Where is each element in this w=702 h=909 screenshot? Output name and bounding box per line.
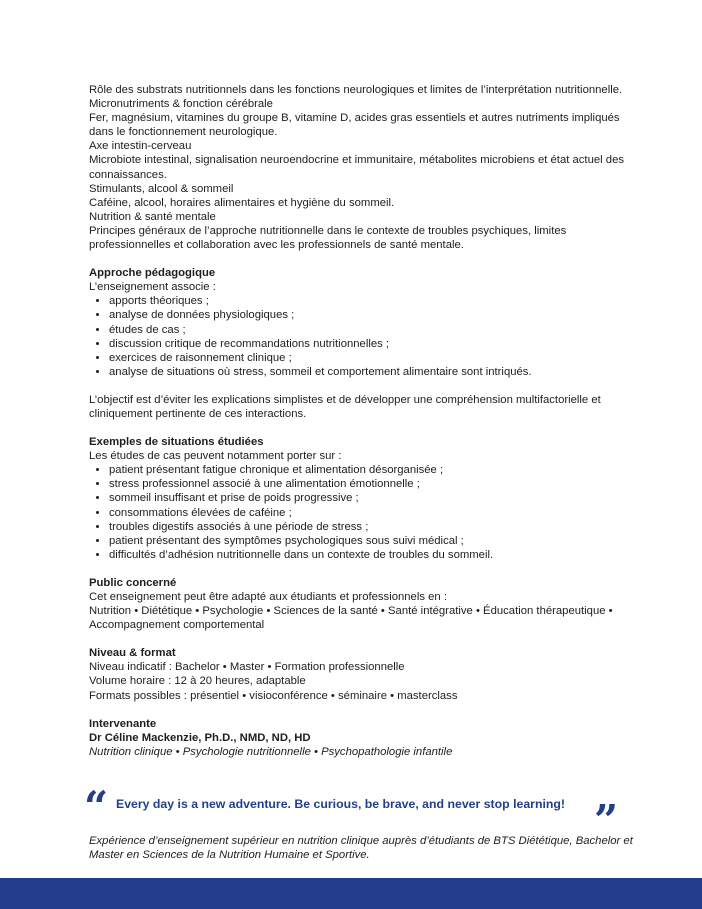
quote-text: Every day is a new adventure. Be curious, be brave, and never stop learning! — [116, 797, 565, 811]
list-item: • apports théoriques ; — [109, 294, 634, 308]
spacer — [89, 703, 634, 717]
section-heading: Approche pédagogique — [89, 267, 216, 280]
footer-bar — [0, 878, 702, 909]
spacer — [89, 632, 634, 646]
module-description: Fer, magnésium, vitamines du groupe B, vitamine D, acides gras essentiels et autres nutriments impliqués dans le fonctionnement neurologique. — [89, 112, 620, 139]
section-heading: Exemples de situations étudiées — [89, 436, 264, 449]
list-item: • analyse de données physiologiques ; — [109, 308, 634, 322]
objective-paragraph: L’objectif est d’éviter les explications simplistes et de développer une compréhension multifactorielle et cliniquement pertinente de ces interactions. — [89, 393, 601, 420]
module-title: Stimulants, alcool & sommeil — [89, 182, 234, 195]
spacer — [89, 252, 634, 266]
document-body — [89, 83, 634, 759]
list-item: • troubles digestifs associés à une période de stress ; — [109, 520, 634, 534]
intervenante-section — [89, 717, 634, 759]
list-item: • stress professionnel associé à une alimentation émotionnelle ; — [109, 477, 634, 491]
section-heading: Intervenante — [89, 717, 157, 730]
public-section — [89, 576, 634, 632]
module-title: Nutrition & santé mentale — [89, 210, 216, 223]
list-item: • patient présentant des symptômes psychologiques sous suivi médical ; — [109, 534, 634, 548]
volume-horaire: Volume horaire : 12 à 20 heures, adaptable — [89, 675, 306, 688]
approche-list — [89, 294, 634, 379]
quote-block — [84, 782, 624, 845]
section-intro: L’enseignement associe : — [89, 281, 216, 294]
exemples-list — [89, 463, 634, 562]
list-item: • discussion critique de recommandations nutritionnelles ; — [109, 337, 634, 351]
public-list: Nutrition • Diététique • Psychologie • Sciences de la santé • Santé intégrative • Éducation thérapeutique • Accompagnement comportemental — [89, 605, 613, 632]
list-item: • sommeil insuffisant et prise de poids progressive ; — [109, 491, 634, 505]
spacer — [89, 421, 634, 435]
niveau-section — [89, 646, 634, 702]
approche-section — [89, 266, 634, 421]
list-item: • études de cas ; — [109, 323, 634, 337]
module-description: Microbiote intestinal, signalisation neuroendocrine et immunitaire, métabolites microbiens et état actuel des connaissances. — [89, 154, 624, 181]
section-intro: Cet enseignement peut être adapté aux étudiants et professionnels en : — [89, 591, 447, 603]
niveau-indicatif: Niveau indicatif : Bachelor • Master • Formation professionnelle — [89, 661, 405, 674]
list-item: • consommations élevées de caféine ; — [109, 506, 634, 520]
open-quote-icon: “ — [84, 782, 109, 831]
exemples-section — [89, 435, 634, 562]
close-quote-icon: ” — [594, 796, 619, 845]
modules-section — [89, 83, 634, 252]
section-heading: Niveau & format — [89, 647, 176, 660]
module-description: Caféine, alcool, horaires alimentaires et hygiène du sommeil. — [89, 196, 395, 209]
list-item: • analyse de situations où stress, sommeil et comportement alimentaire sont intriqués. — [109, 365, 634, 379]
list-item: • exercices de raisonnement clinique ; — [109, 351, 634, 365]
intervenante-name: Dr Céline Mackenzie, Ph.D., NMD, ND, HD — [89, 731, 311, 744]
module-description: Rôle des substrats nutritionnels dans les fonctions neurologiques et limites de l’interprétation nutritionnelle. — [89, 84, 623, 96]
list-item: • patient présentant fatigue chronique et alimentation désorganisée ; — [109, 463, 634, 477]
spacer — [89, 379, 634, 393]
module-title: Axe intestin-cerveau — [89, 140, 192, 153]
module-title: Micronutriments & fonction cérébrale — [89, 98, 273, 111]
module-description: Principes généraux de l’approche nutritionnelle dans le contexte de troubles psychiques, limites professionnelles et collaboration avec les professionnels de santé mentale. — [89, 224, 567, 252]
intervenante-specialties: Nutrition clinique • Psychologie nutritionnelle • Psychopathologie infantile — [89, 745, 453, 758]
section-heading: Public concerné — [89, 576, 177, 589]
formats-possibles: Formats possibles : présentiel • visioconférence • séminaire • masterclass — [89, 689, 458, 702]
experience-note: Expérience d’enseignement supérieur en nutrition clinique auprès d’étudiants de BTS Diététique, Bachelor et Master en Sciences de la Nutrition Humaine et Sportive. — [89, 835, 633, 862]
section-intro: Les études de cas peuvent notamment porter sur : — [89, 450, 342, 463]
spacer — [89, 562, 634, 576]
list-item: • difficultés d’adhésion nutritionnelle dans un contexte de troubles du sommeil. — [109, 548, 634, 562]
